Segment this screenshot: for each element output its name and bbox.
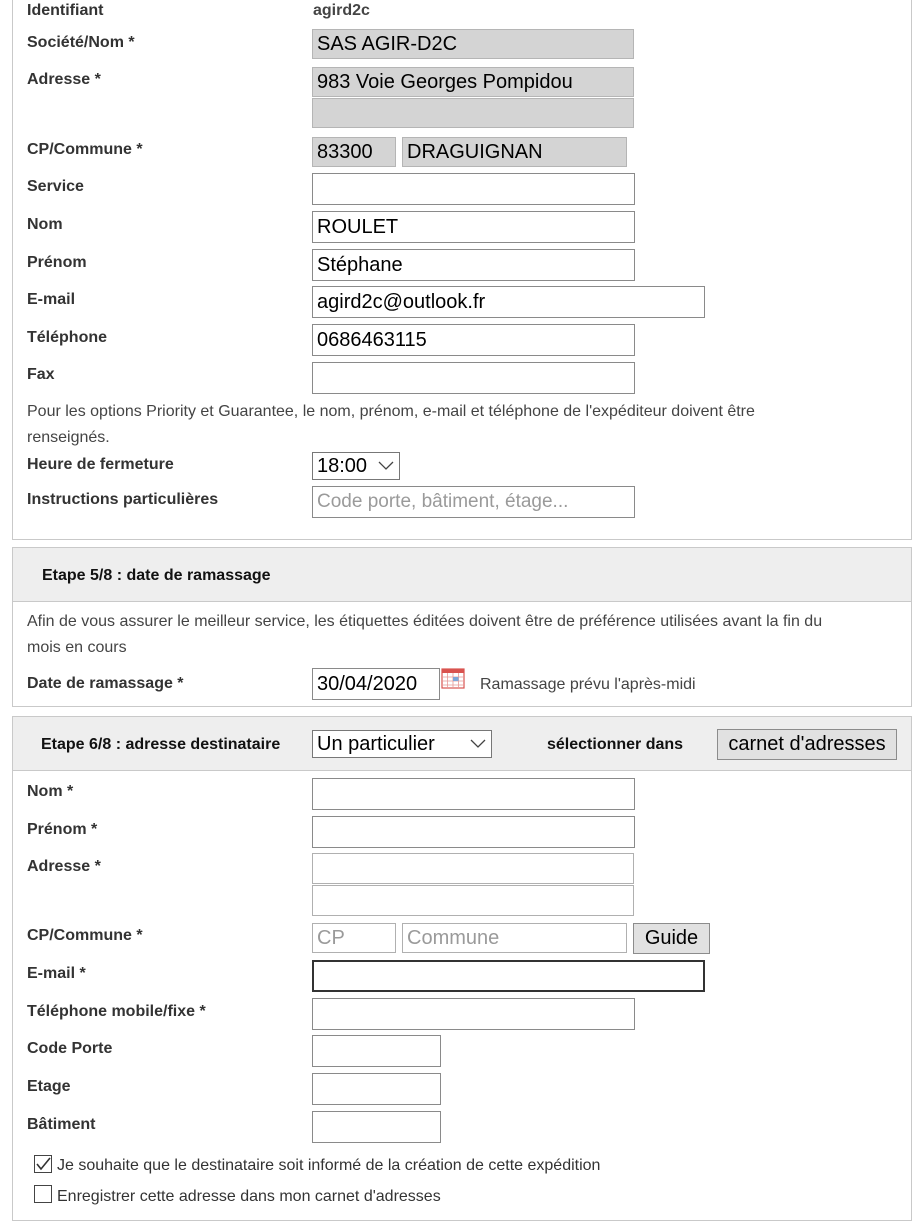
email-input[interactable] xyxy=(312,286,705,318)
pickup-note: Ramassage prévu l'après-midi xyxy=(480,676,696,693)
prenom-input[interactable] xyxy=(312,249,635,281)
adresse-label: Adresse * xyxy=(27,71,101,88)
identifiant-label: Identifiant xyxy=(27,2,104,19)
service-input[interactable] xyxy=(312,173,635,205)
nom-label: Nom xyxy=(27,216,63,233)
batiment-label: Bâtiment xyxy=(27,1116,96,1133)
dest-adresse1-input[interactable] xyxy=(312,853,634,884)
etage-input[interactable] xyxy=(312,1073,441,1105)
select-in-label: sélectionner dans xyxy=(547,736,684,753)
dest-prenom-label: Prénom * xyxy=(27,821,98,838)
heure-select[interactable] xyxy=(312,452,400,480)
commune-input[interactable] xyxy=(402,137,627,167)
chevron-down-icon xyxy=(377,456,395,474)
adresse2-input[interactable] xyxy=(312,98,634,128)
code-porte-label: Code Porte xyxy=(27,1040,113,1057)
recipient-type-select[interactable] xyxy=(312,730,492,758)
dest-adresse-label: Adresse * xyxy=(27,858,101,875)
telephone-input[interactable] xyxy=(312,324,635,356)
dest-email-label: E-mail * xyxy=(27,965,86,982)
save-address-label[interactable]: Enregistrer cette adresse dans mon carnet d'adresses xyxy=(57,1188,441,1205)
sender-info-line2: renseignés. xyxy=(27,429,110,446)
adresse1-input[interactable] xyxy=(312,67,634,97)
sender-info-line1: Pour les options Priority et Guarantee, le nom, prénom, e-mail et téléphone de l'expéditeur doivent être xyxy=(27,403,755,420)
fax-input[interactable] xyxy=(312,362,635,394)
email-label: E-mail xyxy=(27,291,76,308)
code-porte-input[interactable] xyxy=(312,1035,441,1067)
save-address-checkbox[interactable] xyxy=(34,1185,52,1203)
dest-cp-input[interactable] xyxy=(312,923,396,953)
heure-label: Heure de fermeture xyxy=(27,456,174,473)
etage-label: Etage xyxy=(27,1078,71,1095)
dest-prenom-input[interactable] xyxy=(312,816,635,848)
date-label: Date de ramassage * xyxy=(27,675,184,692)
societe-label: Société/Nom * xyxy=(27,34,135,51)
dest-adresse2-input[interactable] xyxy=(312,885,634,916)
instructions-label: Instructions particulières xyxy=(27,491,219,508)
dest-commune-input[interactable] xyxy=(402,923,627,953)
dest-telephone-input[interactable] xyxy=(312,998,635,1030)
notify-label[interactable]: Je souhaite que le destinataire soit informé de la création de cette expédition xyxy=(57,1157,601,1174)
cp-input[interactable] xyxy=(312,137,396,167)
societe-input[interactable] xyxy=(312,29,634,59)
notify-checkbox[interactable] xyxy=(34,1155,52,1173)
step5-title: Etape 5/8 : date de ramassage xyxy=(42,567,271,584)
calendar-icon[interactable] xyxy=(441,667,465,689)
dest-cp-commune-label: CP/Commune * xyxy=(27,927,143,944)
identifiant-value: agird2c xyxy=(313,2,370,19)
step5-info-line1: Afin de vous assurer le meilleur service, les étiquettes éditées doivent être de préférence utilisées avant la fin du xyxy=(27,613,823,630)
dest-telephone-label: Téléphone mobile/fixe * xyxy=(27,1003,206,1020)
fax-label: Fax xyxy=(27,366,55,383)
guide-button[interactable]: Guide xyxy=(633,923,710,954)
dest-nom-input[interactable] xyxy=(312,778,635,810)
step6-title: Etape 6/8 : adresse destinataire xyxy=(41,736,281,753)
step5-info-line2: mois en cours xyxy=(27,639,127,656)
date-input[interactable] xyxy=(312,668,440,700)
service-label: Service xyxy=(27,178,84,195)
telephone-label: Téléphone xyxy=(27,329,108,346)
chevron-down-icon xyxy=(469,734,487,752)
nom-input[interactable] xyxy=(312,211,635,243)
checkmark-icon xyxy=(35,1156,51,1172)
cp-commune-label: CP/Commune * xyxy=(27,141,143,158)
recipient-type-value: Un particulier xyxy=(317,733,435,755)
prenom-label: Prénom xyxy=(27,254,87,271)
address-book-button[interactable]: carnet d'adresses xyxy=(717,729,897,760)
instructions-input[interactable] xyxy=(312,486,635,518)
dest-email-input[interactable] xyxy=(312,960,705,992)
dest-nom-label: Nom * xyxy=(27,783,74,800)
batiment-input[interactable] xyxy=(312,1111,441,1143)
heure-value: 18:00 xyxy=(317,455,368,477)
